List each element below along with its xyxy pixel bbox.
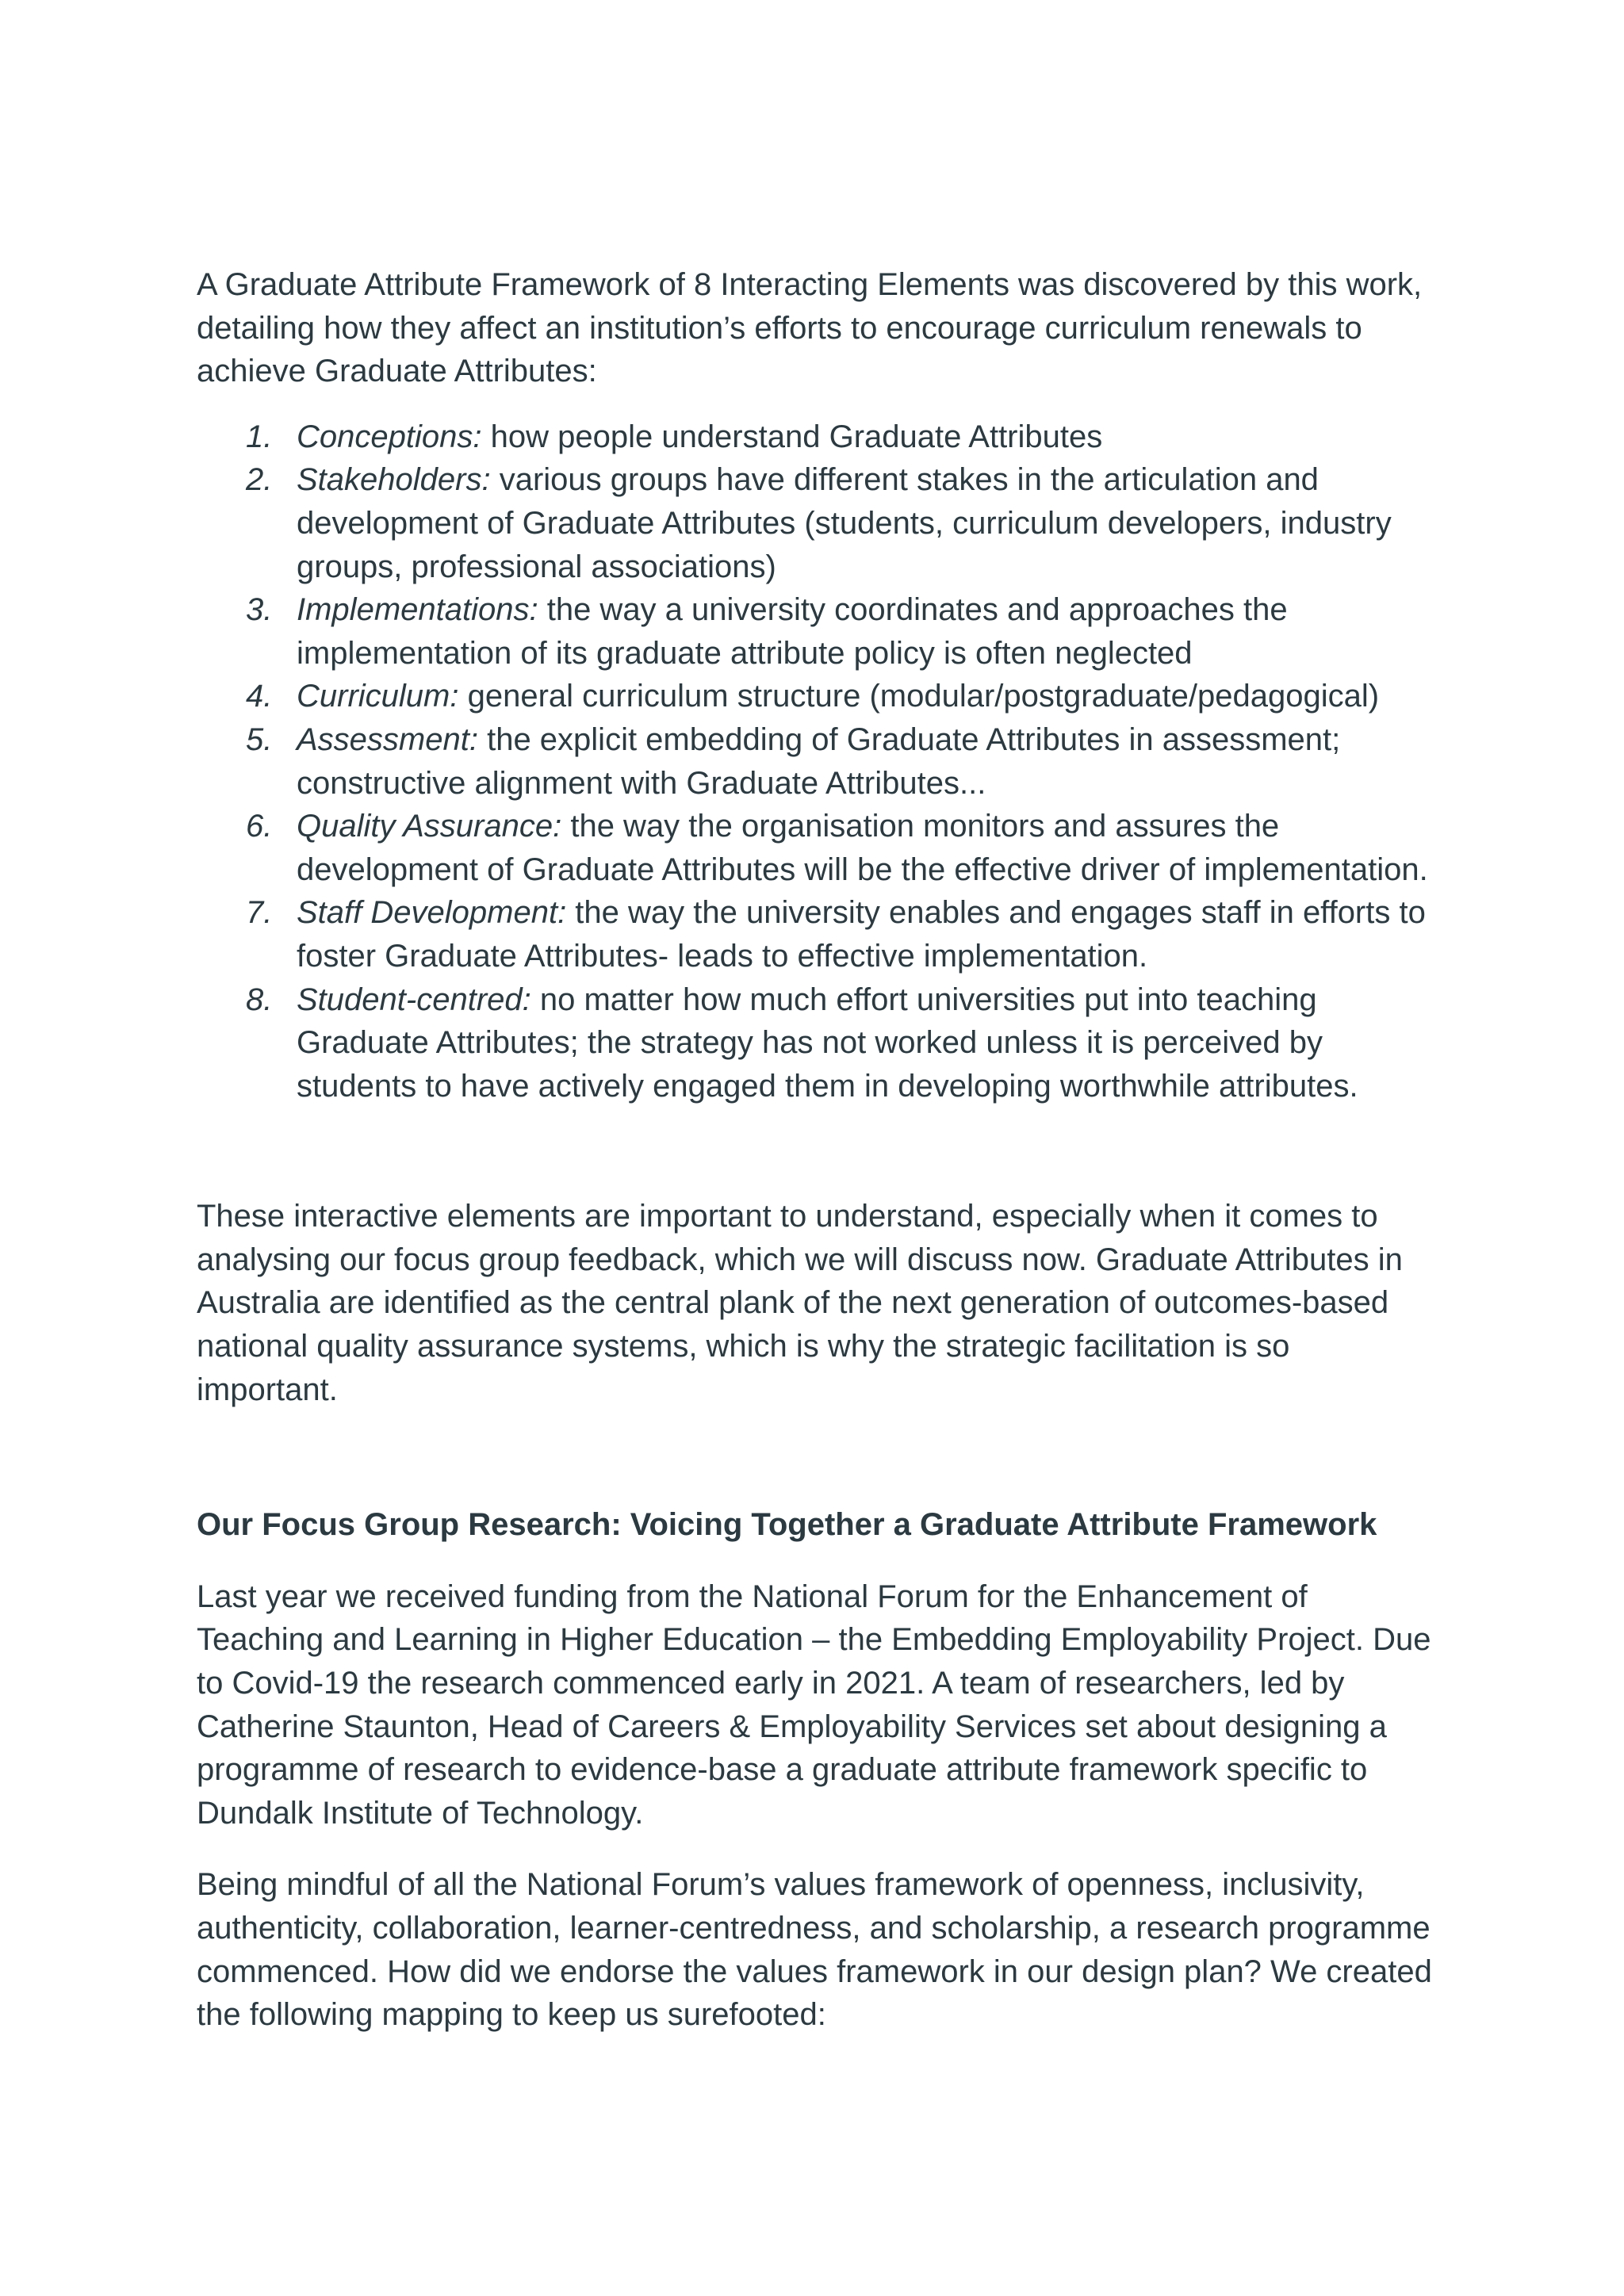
values-paragraph: Being mindful of all the National Forum’s values framework of openness, inclusivity, authenticity, collaboration, learner-centredness, and scholarship, a research programme commenced. How did we endorse the values framework in our design plan? We created the following mapping to keep us surefooted: (197, 1867, 1432, 2033)
list-item-text: various groups have different stakes in the articulation and development of Graduate Attributes (students, curriculum developers, industry groups, professional associations) (297, 462, 1392, 584)
list-item-number: 3. (246, 592, 273, 628)
list-item-term: Quality Assurance: (297, 809, 562, 844)
interactive-elements-paragraph: These interactive elements are important to understand, especially when it comes to analysing our focus group feedback, which we will discuss now. Graduate Attributes in Australia are identified as the central plank of the next generation of outcomes-based national quality assurance systems, which is why the strategic facilitation is so important. (197, 1199, 1403, 1407)
list-item-number: 5. (246, 721, 273, 757)
list-item (197, 978, 1434, 1108)
list-item-text: how people understand Graduate Attributes (481, 419, 1103, 454)
list-item (197, 415, 1434, 459)
list-item-term: Student-centred: (297, 982, 531, 1017)
list-item-number: 8. (246, 982, 273, 1017)
list-item-text: the way a university coordinates and approaches the implementation of its graduate attribute policy is often neglected (297, 592, 1288, 671)
list-item (197, 675, 1434, 718)
list-item-term: Staff Development: (297, 895, 567, 931)
list-item-text: the way the organisation monitors and assures the development of Graduate Attributes will be the effective driver of implementation. (297, 809, 1428, 887)
list-item-number: 2. (246, 462, 273, 498)
framework-elements-list (197, 415, 1434, 1108)
list-item-text: no matter how much effort universities put into teaching Graduate Attributes; the strategy has not worked unless it is perceived by students to have actively engaged them in developing worthwhile attributes. (297, 982, 1358, 1104)
list-item-text: general curriculum structure (modular/postgraduate/pedagogical) (458, 679, 1380, 714)
list-item-term: Assessment: (297, 721, 478, 757)
list-item (197, 588, 1434, 675)
list-item-text: the way the university enables and engages staff in efforts to foster Graduate Attributes- leads to effective implementation. (297, 895, 1426, 974)
document-body (197, 263, 1434, 2037)
list-item-term: Conceptions: (297, 419, 482, 454)
list-item-number: 7. (246, 895, 273, 931)
list-item-text: the explicit embedding of Graduate Attributes in assessment; constructive alignment with Graduate Attributes... (297, 721, 1341, 801)
list-item (197, 891, 1434, 978)
list-item (197, 718, 1434, 805)
list-item-term: Stakeholders: (297, 462, 491, 498)
list-item-number: 4. (246, 679, 273, 714)
list-item-term: Implementations: (297, 592, 538, 628)
list-item-term: Curriculum: (297, 679, 459, 714)
section-heading: Our Focus Group Research: Voicing Together a Graduate Attribute Framework (197, 1507, 1377, 1543)
list-item (197, 458, 1434, 588)
list-item (197, 805, 1434, 891)
list-item-number: 6. (246, 809, 273, 844)
list-item-number: 1. (246, 419, 273, 454)
funding-paragraph: Last year we received funding from the National Forum for the Enhancement of Teaching and Learning in Higher Education – the Embedding Employability Project. Due to Covid-19 the research commenced early in 2021. A team of researchers, led by Catherine Staunton, Head of Careers & Employability Services set about designing a programme of research to evidence-base a graduate attribute framework specific to Dundalk Institute of Technology. (197, 1578, 1431, 1831)
intro-paragraph: A Graduate Attribute Framework of 8 Interacting Elements was discovered by this work, detailing how they affect an institution’s efforts to encourage curriculum renewals to achieve Graduate Attributes: (197, 267, 1423, 389)
